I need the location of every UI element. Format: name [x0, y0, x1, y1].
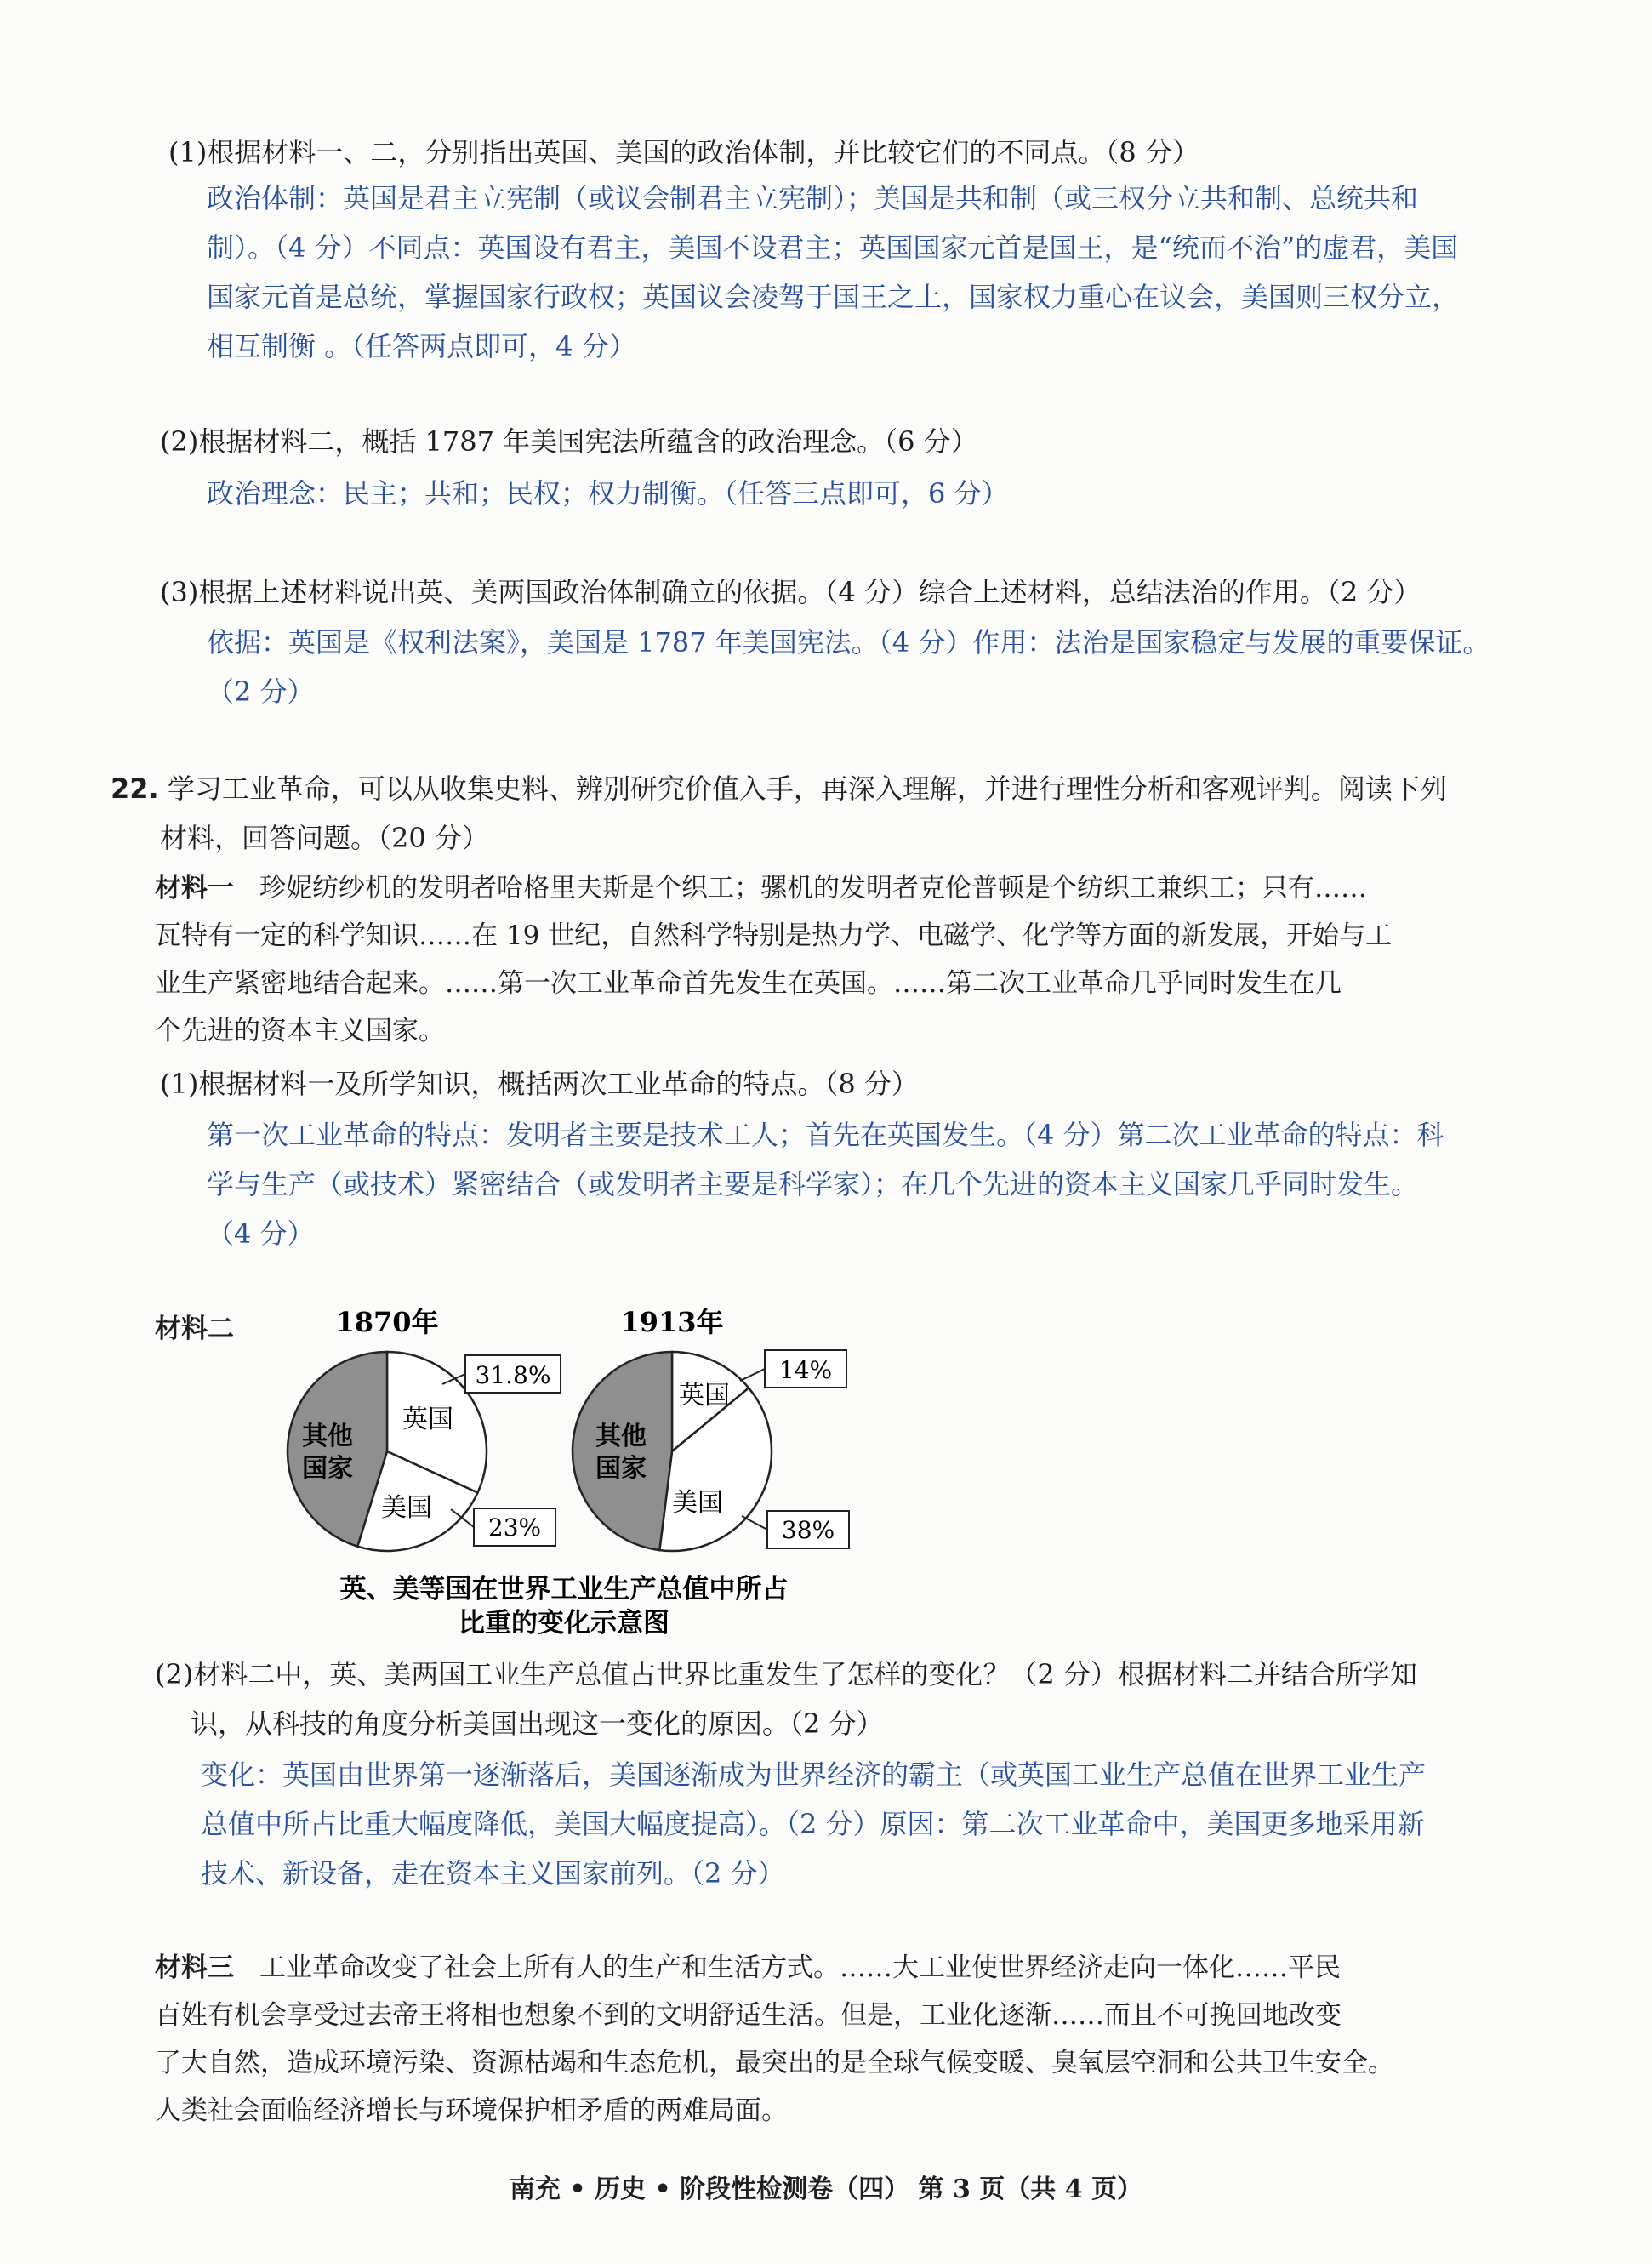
- stem-line: 学习工业革命，可以从收集史料、辨别研究价值入手，再深入理解，并进行理性分析和客观评判。阅读下列: [167, 772, 1447, 805]
- pie-1870-us-value: 23%: [487, 1513, 542, 1542]
- pie-1913-us-value: 38%: [781, 1516, 835, 1544]
- q22-1-answer: [207, 1110, 1444, 1258]
- q22-2-question: [155, 1650, 1417, 1748]
- q21-2-answer: [207, 469, 1009, 518]
- material-1-label: 材料一: [155, 873, 234, 903]
- answer-line: 相互制衡 。（任答两点即可，4 分）: [207, 330, 636, 362]
- answer-line: 依据：英国是《权利法案》，美国是 1787 年美国宪法。（4 分）作用：法治是国家稳定与发展的重要保证。: [207, 626, 1490, 658]
- pie-1913-uk-value: 14%: [778, 1356, 833, 1384]
- answer-line: （4 分）: [207, 1217, 315, 1250]
- answer-line: 总值中所占比重大幅度降低，美国大幅度提高）。（2 分）原因：第二次工业革命中，美国更多地采用新: [201, 1808, 1425, 1840]
- pie-1913-uk-name: 英国: [679, 1381, 730, 1411]
- q21-3-answer: [207, 618, 1490, 716]
- material-line: 珍妮纺纱机的发明者哈格里夫斯是个织工；骡机的发明者克伦普顿是个纺织工兼织工；只有……: [259, 873, 1367, 903]
- chart-caption: 比重的变化示意图: [459, 1608, 669, 1639]
- pie-1870-uk-value: 31.8%: [475, 1361, 551, 1389]
- material-1: [155, 864, 1567, 1055]
- pie-charts-figure: [0, 1293, 1652, 1650]
- q22-stem-cont: 材料，回答问题。（20 分）: [160, 822, 489, 854]
- q22-1-question: (1)根据材料一及所学知识，概括两次工业革命的特点。（8 分）: [160, 1068, 919, 1100]
- material-line: 个先进的资本主义国家。: [155, 1016, 445, 1046]
- question-line: (2)材料二中，英、美两国工业生产总值占世界比重发生了怎样的变化？（2 分）根据材料二并结合所学知: [155, 1658, 1417, 1690]
- pie-1913-uk-leader: [740, 1369, 765, 1381]
- answer-line: （2 分）: [207, 675, 315, 708]
- pie-1913-us-name: 美国: [672, 1488, 723, 1518]
- pie-1913-us-leader: [742, 1516, 767, 1530]
- pie-1870-other-name: 其他: [302, 1422, 353, 1451]
- pie-1913: [573, 1352, 772, 1551]
- answer-line: 第一次工业革命的特点：发明者主要是技术工人；首先在英国发生。（4 分）第二次工业革命的特点：科: [207, 1119, 1444, 1151]
- answer-line: 变化：英国由世界第一逐渐落后，美国逐渐成为世界经济的霸主（或英国工业生产总值在世界工业生产: [201, 1759, 1427, 1791]
- page-footer: 南充 • 历史 • 阶段性检测卷（四） 第 3 页（共 4 页）: [509, 2175, 1143, 2204]
- pie-1913-year: 1913年: [620, 1306, 724, 1338]
- q21-1-answer: [207, 174, 1459, 371]
- answer-line: 学与生产（或技术）紧密结合（或发明者主要是科学家）；在几个先进的资本主义国家几乎同时发生。: [207, 1168, 1419, 1200]
- answer-line: 技术、新设备，走在资本主义国家前列。（2 分）: [201, 1857, 785, 1890]
- q21-2-question: (2)根据材料二，概括 1787 年美国宪法所蕴含的政治理念。（6 分）: [160, 425, 978, 458]
- material-line: 了大自然，造成环境污染、资源枯竭和生态危机，最突出的是全球气候变暖、臭氧层空洞和公共卫生安全。: [155, 2048, 1394, 2078]
- material-line: 百姓有机会享受过去帝王将相也想象不到的文明舒适生活。但是，工业化逐渐……而且不可挽回地改变: [155, 2000, 1342, 2031]
- q21-3-question: (3)根据上述材料说出英、美两国政治体制确立的依据。（4 分）综合上述材料，总结法治的作用。（2 分）: [160, 576, 1421, 608]
- material-3-label: 材料三: [155, 1952, 234, 1983]
- material-3: [155, 1944, 1567, 2135]
- pie-1870-year: 1870年: [335, 1306, 439, 1338]
- question-number: 22.: [111, 772, 159, 805]
- answer-line: 国家元首是总统，掌握国家行政权；英国议会凌驾于国王之上，国家权力重心在议会，美国则三权分立，: [207, 281, 1460, 313]
- q22-2-answer: [201, 1750, 1426, 1898]
- q21-1-question: (1)根据材料一、二，分别指出英国、美国的政治体制，并比较它们的不同点。（8 分）: [168, 136, 1199, 168]
- chart-caption: 英、美等国在世界工业生产总值中所占: [339, 1574, 789, 1605]
- pie-1870-other-name: 国家: [302, 1454, 353, 1484]
- material-line: 工业革命改变了社会上所有人的生产和生活方式。……大工业使世界经济走向一体化……平民: [259, 1952, 1341, 1983]
- material-line: 瓦特有一定的科学知识……在 19 世纪，自然科学特别是热力学、电磁学、化学等方面的新发展，开始与工: [155, 921, 1393, 951]
- question-line: 识，从科技的角度分析美国出现这一变化的原因。（2 分）: [191, 1707, 884, 1740]
- pie-1913-other-name: 国家: [595, 1454, 647, 1484]
- answer-line: 政治体制：英国是君主立宪制（或议会制君主立宪制）；美国是共和制（或三权分立共和制、总统共和: [207, 182, 1419, 214]
- q22-stem: [111, 764, 1447, 813]
- pie-1913-other-name: 其他: [595, 1422, 647, 1451]
- pie-1870-uk-name: 英国: [402, 1405, 453, 1434]
- answer-line: 制）。（4 分）不同点：英国设有君主，美国不设君主；英国国家元首是国王，是“统而不治”的虚君，美国: [207, 231, 1459, 264]
- material-line: 人类社会面临经济增长与环境保护相矛盾的两难局面。: [155, 2095, 788, 2126]
- answer-line: 政治理念：民主；共和；民权；权力制衡。（任答三点即可，6 分）: [207, 477, 1009, 510]
- material-2-label: 材料二: [155, 1314, 234, 1344]
- pie-1870-us-name: 美国: [381, 1493, 432, 1523]
- material-line: 业生产紧密地结合起来。……第一次工业革命首先发生在英国。……第二次工业革命几乎同时发生在几: [155, 968, 1342, 999]
